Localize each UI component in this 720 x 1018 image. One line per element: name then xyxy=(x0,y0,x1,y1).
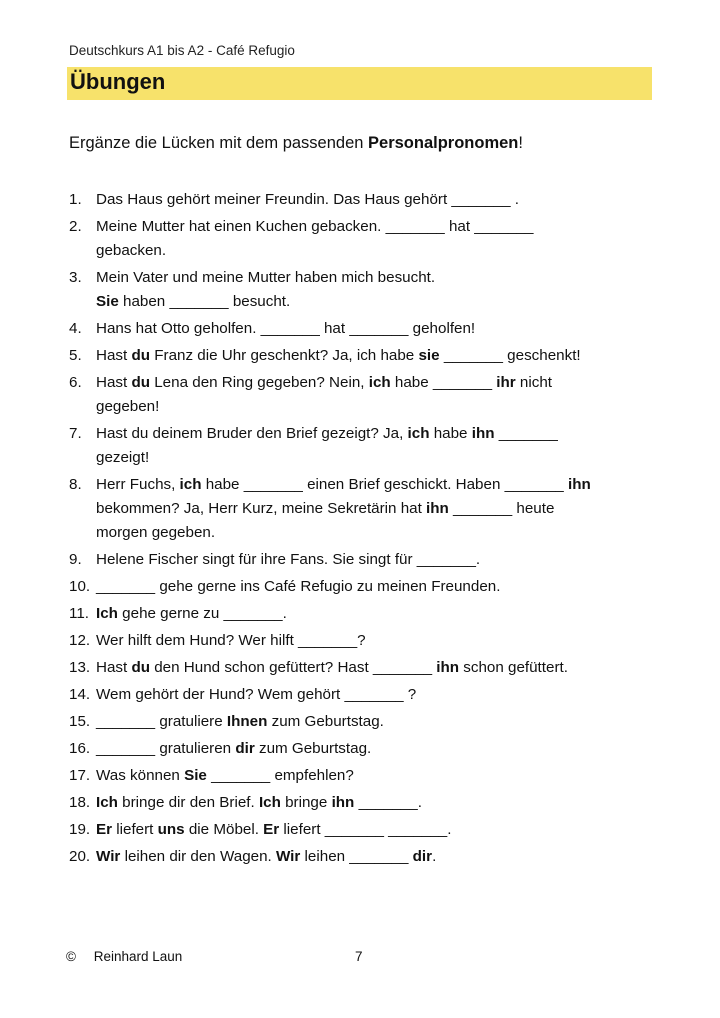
exercise-text xyxy=(96,791,669,815)
bold-text: ich xyxy=(179,476,202,493)
text-segment: _______ gratuliere xyxy=(96,713,227,730)
exercise-text xyxy=(96,266,669,314)
exercise-item xyxy=(69,188,669,212)
exercise-line xyxy=(96,344,669,368)
exercise-line xyxy=(96,371,669,395)
exercise-number: 16. xyxy=(69,740,91,757)
bold-text: uns xyxy=(157,821,185,838)
exercise-line xyxy=(96,710,669,734)
text-segment: haben _______ besucht. xyxy=(118,293,291,310)
exercise-number: 4. xyxy=(69,320,82,337)
exercise-text xyxy=(96,845,669,869)
bold-text: dir xyxy=(235,740,255,757)
text-segment: Helene Fischer singt für ihre Fans. Sie singt für _______. xyxy=(96,551,481,568)
exercise-number: 7. xyxy=(69,425,82,442)
text-segment: Das Haus gehört meiner Freundin. Das Haus gehört _______ . xyxy=(96,191,519,208)
text-segment: liefert xyxy=(112,821,158,838)
exercise-number: 2. xyxy=(69,218,82,235)
bold-text: ihn xyxy=(567,476,591,493)
title-bar xyxy=(67,67,652,100)
text-segment: leihen dir den Wagen. xyxy=(120,848,276,865)
exercise-item xyxy=(69,548,669,572)
text-segment: bringe xyxy=(280,794,332,811)
bold-text: ich xyxy=(407,425,430,442)
exercise-number: 9. xyxy=(69,551,82,568)
exercise-text xyxy=(96,371,669,419)
exercise-line xyxy=(96,602,669,626)
text-segment: gebacken. xyxy=(96,242,167,259)
footer-credit xyxy=(66,949,182,964)
text-segment: den Hund schon gefüttert? Hast _______ xyxy=(150,659,437,676)
exercise-item xyxy=(69,791,669,815)
exercise-line xyxy=(96,683,669,707)
text-segment: Hast xyxy=(96,659,132,676)
bold-text: Ich xyxy=(258,794,281,811)
bold-text: Personalpronomen xyxy=(368,134,519,152)
exercise-number: 13. xyxy=(69,659,91,676)
text-segment: zum Geburtstag. xyxy=(254,740,372,757)
text-segment: _______ geschenkt! xyxy=(439,347,581,364)
exercise-number: 3. xyxy=(69,269,82,286)
text-segment: ! xyxy=(518,134,523,152)
exercise-item xyxy=(69,602,669,626)
bold-text: ihn xyxy=(436,659,460,676)
bold-text: du xyxy=(131,347,151,364)
text-segment: Hast du deinem Bruder den Brief gezeigt? Ja, xyxy=(96,425,408,442)
exercise-line xyxy=(96,473,669,497)
bold-text: Er xyxy=(263,821,280,838)
exercise-text xyxy=(96,215,669,263)
document-header: Deutschkurs A1 bis A2 - Café Refugio xyxy=(69,43,295,58)
exercise-text xyxy=(96,188,669,212)
text-segment: morgen gegeben. xyxy=(96,524,216,541)
exercise-item xyxy=(69,764,669,788)
text-segment: Mein Vater und meine Mutter haben mich besucht. xyxy=(96,269,436,286)
bold-text: Wir xyxy=(96,848,121,865)
exercise-number: 18. xyxy=(69,794,91,811)
exercise-number: 11. xyxy=(69,605,89,622)
text-segment: gehe gerne zu _______. xyxy=(117,605,287,622)
text-segment: schon gefüttert. xyxy=(459,659,568,676)
exercise-item xyxy=(69,629,669,653)
exercise-item xyxy=(69,344,669,368)
bold-text: Sie xyxy=(184,767,207,784)
exercise-line xyxy=(96,575,669,599)
exercise-line xyxy=(96,188,669,212)
exercise-line xyxy=(96,317,669,341)
exercise-text xyxy=(96,548,669,572)
exercise-line xyxy=(96,521,669,545)
exercise-text xyxy=(96,344,669,368)
text-segment: . xyxy=(432,848,437,865)
bold-text: ihr xyxy=(496,374,516,391)
text-segment: _______ xyxy=(494,425,558,442)
text-segment: _______ gehe gerne ins Café Refugio zu meinen Freunden. xyxy=(96,578,501,595)
text-segment: nicht xyxy=(515,374,552,391)
exercise-line xyxy=(96,764,669,788)
exercise-line xyxy=(96,548,669,572)
bold-text: du xyxy=(131,374,151,391)
exercise-line xyxy=(96,791,669,815)
exercise-item xyxy=(69,656,669,680)
exercise-number: 17. xyxy=(69,767,91,784)
exercise-number: 8. xyxy=(69,476,82,493)
copyright-symbol: © xyxy=(66,949,76,964)
exercise-number: 6. xyxy=(69,374,82,391)
exercise-line xyxy=(96,446,669,470)
exercise-item xyxy=(69,845,669,869)
text-segment: die Möbel. xyxy=(184,821,264,838)
bold-text: ihn xyxy=(331,794,355,811)
exercise-line xyxy=(96,422,669,446)
exercise-item xyxy=(69,473,669,545)
exercise-line xyxy=(96,395,669,419)
exercise-item xyxy=(69,710,669,734)
exercise-line xyxy=(96,818,669,842)
exercise-text xyxy=(96,422,669,470)
exercise-line xyxy=(96,290,669,314)
text-segment: _______ gratulieren xyxy=(96,740,236,757)
text-segment: Hast xyxy=(96,374,132,391)
exercise-number: 19. xyxy=(69,821,91,838)
exercise-number: 14. xyxy=(69,686,91,703)
exercise-text xyxy=(96,473,669,545)
bold-text: Ich xyxy=(96,794,118,811)
bold-text: ihn xyxy=(426,500,449,517)
text-segment: gegeben! xyxy=(96,398,160,415)
text-segment: Hans hat Otto geholfen. _______ hat _______ geholfen! xyxy=(96,320,476,337)
text-segment: Meine Mutter hat einen Kuchen gebacken. _______ hat _______ xyxy=(96,218,534,235)
bold-text: ihn xyxy=(471,425,495,442)
exercise-item xyxy=(69,683,669,707)
exercise-item xyxy=(69,575,669,599)
exercise-text xyxy=(96,317,669,341)
exercise-item xyxy=(69,371,669,419)
exercise-item xyxy=(69,818,669,842)
text-segment: bringe dir den Brief. xyxy=(117,794,259,811)
bold-text: dir xyxy=(412,848,433,865)
text-segment: Was können xyxy=(96,767,185,784)
bold-text: sie xyxy=(418,347,440,364)
text-segment: zum Geburtstag. xyxy=(267,713,384,730)
exercise-text xyxy=(96,737,669,761)
exercise-line xyxy=(96,656,669,680)
exercise-text xyxy=(96,818,669,842)
exercise-text xyxy=(96,629,669,653)
text-segment: Ergänze die Lücken mit dem passenden xyxy=(69,134,369,152)
text-segment: habe xyxy=(429,425,472,442)
bold-text: ich xyxy=(368,374,391,391)
text-segment: leihen _______ xyxy=(300,848,413,865)
exercise-text xyxy=(96,602,669,626)
text-segment: Wer hilft dem Hund? Wer hilft _______? xyxy=(96,632,366,649)
exercise-text xyxy=(96,575,669,599)
exercise-item xyxy=(69,422,669,470)
exercise-item xyxy=(69,317,669,341)
exercise-text xyxy=(96,710,669,734)
text-segment: Franz die Uhr geschenkt? Ja, ich habe xyxy=(150,347,419,364)
text-segment: bekommen? Ja, Herr Kurz, meine Sekretärin hat xyxy=(96,500,427,517)
exercise-item xyxy=(69,215,669,263)
bold-text: Er xyxy=(96,821,113,838)
bold-text: Sie xyxy=(96,293,119,310)
page-title: Übungen xyxy=(70,69,166,94)
text-segment: Wem gehört der Hund? Wem gehört _______ ? xyxy=(96,686,417,703)
bold-text: Wir xyxy=(275,848,301,865)
text-segment: habe _______ xyxy=(390,374,497,391)
bold-text: du xyxy=(131,659,151,676)
exercise-line xyxy=(96,629,669,653)
exercise-line xyxy=(96,497,669,521)
text-segment: habe _______ einen Brief geschickt. Haben _______ xyxy=(201,476,568,493)
exercise-number: 5. xyxy=(69,347,82,364)
text-segment: _______. xyxy=(354,794,422,811)
text-segment: Lena den Ring gegeben? Nein, xyxy=(150,374,369,391)
exercise-line xyxy=(96,215,669,239)
exercise-number: 15. xyxy=(69,713,91,730)
exercise-item xyxy=(69,737,669,761)
exercise-line xyxy=(96,737,669,761)
exercise-number: 12. xyxy=(69,632,91,649)
exercise-number: 20. xyxy=(69,848,91,865)
exercise-number: 1. xyxy=(69,191,82,208)
text-segment: Hast xyxy=(96,347,132,364)
exercise-item xyxy=(69,266,669,314)
bold-text: Ihnen xyxy=(226,713,268,730)
page-number: 7 xyxy=(355,949,363,964)
exercise-number: 10. xyxy=(69,578,91,595)
text-segment: gezeigt! xyxy=(96,449,150,466)
exercise-text xyxy=(96,683,669,707)
text-segment: Herr Fuchs, xyxy=(96,476,180,493)
exercise-line xyxy=(96,845,669,869)
text-segment: _______ heute xyxy=(448,500,555,517)
bold-text: Ich xyxy=(96,605,118,622)
text-segment: _______ empfehlen? xyxy=(206,767,354,784)
exercise-list xyxy=(69,188,669,872)
instruction-text xyxy=(69,134,523,153)
exercise-line xyxy=(96,239,669,263)
exercise-line xyxy=(96,266,669,290)
author-name: Reinhard Laun xyxy=(93,949,183,964)
exercise-text xyxy=(96,656,669,680)
exercise-text xyxy=(96,764,669,788)
text-segment: liefert _______ _______. xyxy=(279,821,452,838)
